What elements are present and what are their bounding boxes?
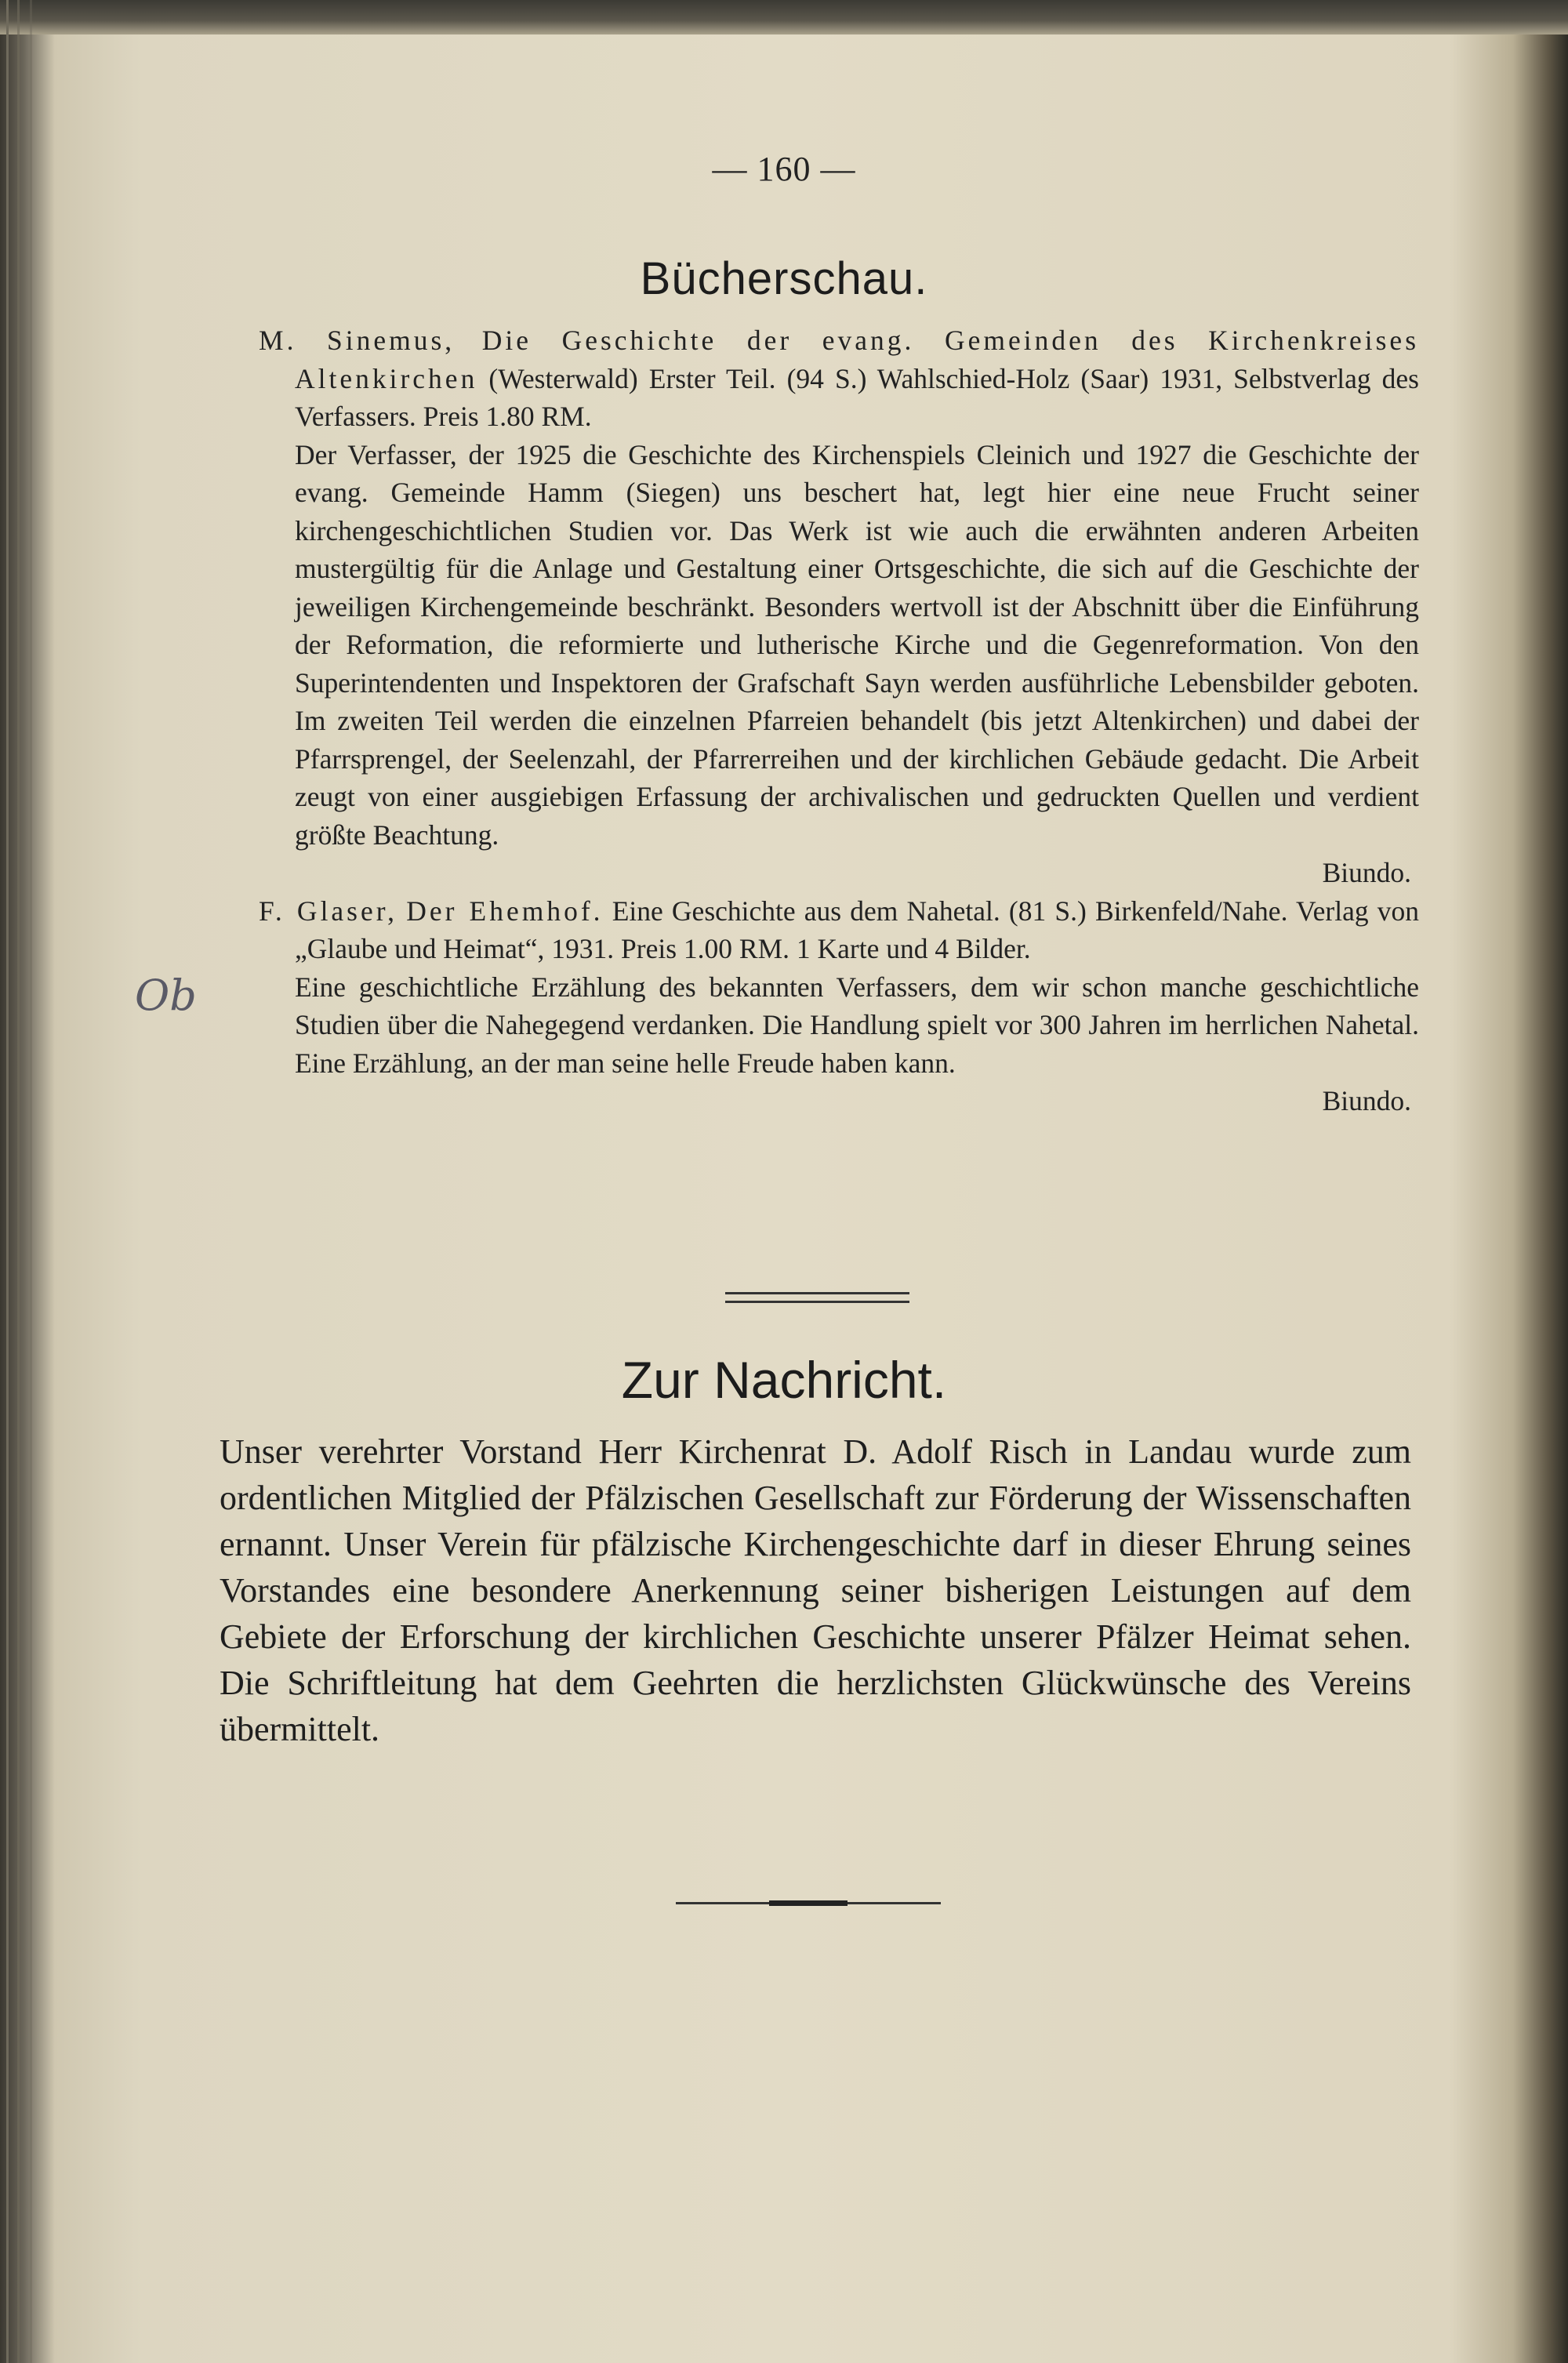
review-list bbox=[259, 321, 1419, 1120]
page-number: — 160 — bbox=[712, 150, 856, 188]
review-body: Eine geschichtliche Erzählung des bekannten Verfassers, dem wir schon manche geschichtliche Studien über die Nahegegend verdanken. Die Handlung spielt vor 300 Jahren im herrlichen Nahetal. Eine Erzählung, an der man seine helle Freude haben kann. bbox=[295, 971, 1419, 1079]
review-author: F. Glaser, bbox=[259, 895, 398, 927]
review-item bbox=[259, 321, 1419, 892]
review-signature-line bbox=[259, 1082, 1419, 1120]
review-title: Die Geschichte der evang. Gemeinden des Kirchenkreises Altenkirchen bbox=[295, 325, 1420, 394]
review-citation bbox=[259, 321, 1419, 436]
review-signature-line bbox=[259, 854, 1419, 892]
review-citation bbox=[259, 892, 1419, 968]
section-heading-buecherschau: Bücherschau. bbox=[640, 253, 928, 304]
notice-text-block bbox=[220, 1428, 1411, 1752]
notice-paragraph: Unser verehrter Vorstand Herr Kirchenrat D. Adolf Risch in Landau wurde zum ordentlichen Mitglied der Pfälzischen Gesellschaft zur Förderung der Wissenschaften ernannt. Unser Verein für pfälzische Kirchengeschichte darf in dieser Ehrung seines Vorstandes eine besondere Anerkennung seiner bisherigen Leistungen auf dem Gebiete der Erforschung der kirchlichen Geschichte unserer Pfälzer Heimat sehen. Die Schriftleitung hat dem Geehrten die herzlichsten Glückwünsche des Vereins übermittelt. bbox=[220, 1432, 1411, 1748]
review-item bbox=[259, 892, 1419, 1120]
review-body: Der Verfasser, der 1925 die Geschichte des Kirchenspiels Cleinich und 1927 die Geschichte der evang. Gemeinde Hamm (Siegen) uns beschert hat, legt hier eine neue Frucht seiner kirchengeschichtlichen Studien vor. Das Werk ist wie auch die erwähnten anderen Arbeiten mustergültig für die Anlage und Gestaltung einer Ortsgeschichte, die sich auf die Geschichte der jeweiligen Kirchengemeinde beschränkt. Besonders wertvoll ist der Abschnitt über die Einführung der Reformation, die reformierte und lutherische Kirche und die Gegenreformation. Von den Superintendenten und Inspektoren der Grafschaft Sayn werden ausführliche Lebensbilder geboten. Im zweiten Teil werden die einzelnen Pfarreien behandelt (bis jetzt Altenkirchen) und dabei der Pfarrsprengel, der Seelenzahl, der Pfarrerreihen und der kirchlichen Gebäude gedacht. Die Arbeit zeugt von einer ausgiebigen Erfassung der archivalischen und gedruckten Quellen und verdient größte Beachtung. bbox=[295, 438, 1419, 851]
review-details: Eine Geschichte aus dem Nahetal. (81 S.) Birkenfeld/Nahe. Verlag von „Glaube und Heimat“, 1931. Preis 1.00 RM. 1 Karte und 4 Bilder. bbox=[295, 895, 1419, 964]
section-heading-zur-nachricht: Zur Nachricht. bbox=[621, 1351, 947, 1409]
review-signature: Biundo. bbox=[1322, 1085, 1411, 1116]
review-author: M. Sinemus, bbox=[259, 325, 456, 356]
review-title: Der Ehemhof. bbox=[406, 895, 604, 927]
end-rule-divider bbox=[676, 1902, 941, 1904]
review-details: (Westerwald) Erster Teil. (94 S.) Wahlschied-Holz (Saar) 1931, Selbstverlag des Verfassers. Preis 1.80 RM. bbox=[295, 362, 1419, 432]
review-signature: Biundo. bbox=[1322, 857, 1411, 888]
double-rule-divider bbox=[725, 1292, 909, 1303]
handwritten-margin-note: Ob bbox=[135, 971, 197, 1020]
